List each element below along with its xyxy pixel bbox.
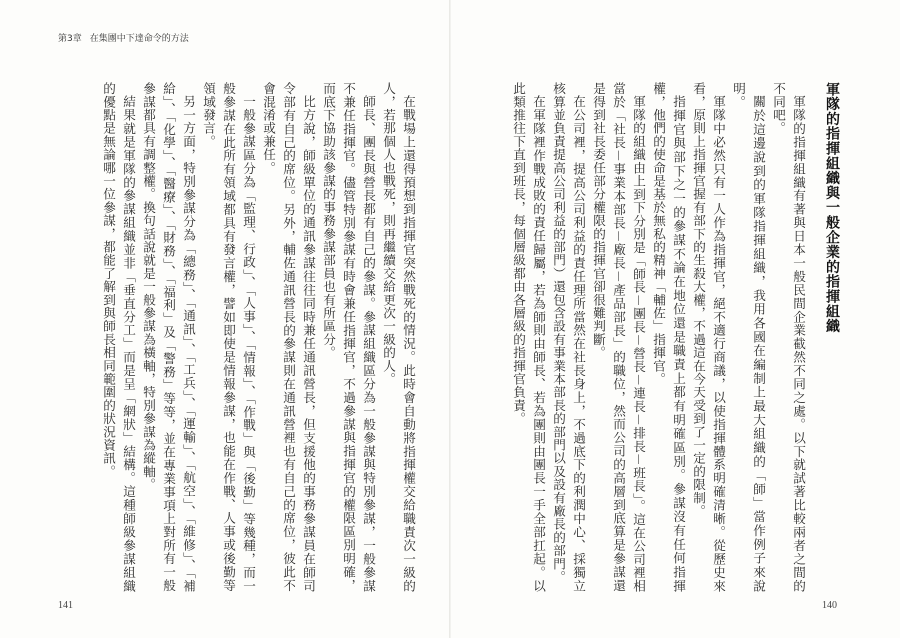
paragraph: 在公司裡，提高公司利益的責任理所當然在社長身上，不過底下的利潤中心、採獨立核算並負責提高公司利益的部門）還包含設有事業本部長的部門以及設有廠長的部門。 xyxy=(551,82,586,592)
paragraph: 比方說，師級單位的通訊參謀往往同時兼任通訊營長，但支援他的事務參謀員在師司令部有自己的席位。另外，輔佐通訊營長的參謀則在通訊營裡也有自己的席位，彼此不會混淆或兼任。 xyxy=(261,82,316,592)
paragraph: 軍隊的組織由上到下分別是「師長－團長－營長－連長－排長－班長」。這在公司裡相當於「社長－事業本部長－廠長－產品部長」的職位，然而公司的高層到底算是參謀還是得到社長委任部分權限的指揮官卻很難判斷。 xyxy=(591,82,646,592)
running-header xyxy=(58,31,189,44)
paragraph: 一般參謀區分為「監理、行政」、「人事」、「情報」、「作戰」與「後勤」等幾種，而一般參謀在此所有領域都具有發言權，譬如即使是情報參謀，也能在作戰、人事或後勤等領域發言。 xyxy=(201,82,256,592)
paragraph: 在戰場上還得預想到指揮官突然戰死的情況。此時會自動將指揮權交給職責次一級的人，若那個人也戰死，則再繼續交給更次一級的人。 xyxy=(381,82,416,592)
chapter-number: 第3章 xyxy=(58,34,82,44)
page-spine xyxy=(449,0,451,638)
paragraph: 軍隊的指揮組織有著與日本一般民間企業截然不同之處。以下就試著比較兩者之間的不同吧。 xyxy=(771,82,806,592)
paragraph: 結果就是軍隊的參謀組織並非「垂直分工」而是呈「網狀」結構。這種師級參謀組織的優點是無論哪一位參謀，都能了解到與師長相同範圍的狀況資訊。 xyxy=(101,82,136,592)
page-number-left: 141 xyxy=(58,600,73,611)
paragraph: 在軍隊裡作戰成敗的責任歸屬，若為師則由師長、若為團則由團長一手全部扛起。以此類推往下直到班長，每個層級都由各層級的指揮官負責。 xyxy=(511,82,546,592)
paragraph: 師長、團長與營長都有自己的參謀。參謀組織區分為一般參謀與特別參謀，一般參謀不兼任指揮官。儘管特別參謀有時會兼任指揮官，不過參謀與指揮官的權限區別明確，而底下協助該參謀的事務參謀部員也有所區分。 xyxy=(321,82,376,592)
chapter-title: 在集團中下達命令的方法 xyxy=(89,34,189,44)
right-page-body xyxy=(511,82,842,592)
left-page-body xyxy=(66,82,418,592)
paragraph: 指揮官與部下之一的參謀不論在地位還是職責上都有明確區別。參謀沒有任何指揮權，他們的使命是基於無私的精神「輔佐」指揮官。 xyxy=(651,82,686,592)
section-title: 軍隊的指揮組織與一般企業的指揮組織 xyxy=(824,82,840,334)
paragraph: 關於這邊說到的軍隊指揮組織，我用各國在編制上最大組織的「師」當作例子來說明。 xyxy=(731,82,766,592)
page-number-right: 140 xyxy=(822,600,837,611)
paragraph: 另一方面，特別參謀分為「總務」、「通訊」、「工兵」、「運輸」、「航空」、「維修」、「補給」、「化學」、「醫療」、「財務」、「福利」及「警務」等等，並在專業事項上對所有一般參謀都具有調整權。換句話說就是一般參謀為橫軸，特別參謀為縱軸。 xyxy=(141,82,196,592)
paragraph: 軍隊中必然只有一人作為指揮官，絕不適行商議，以使指揮體系明確清晰。從歷史來看，原則上指揮官握有部下的生殺大權，不過這在今天受到了一定的限制。 xyxy=(691,82,726,592)
